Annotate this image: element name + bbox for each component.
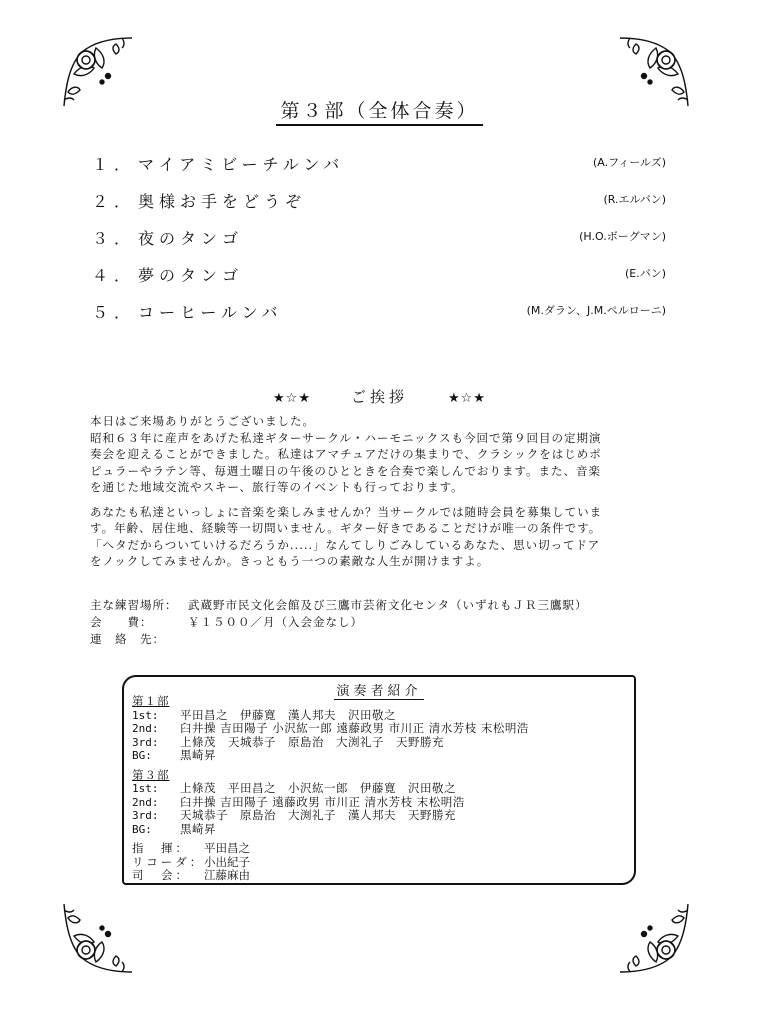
info-row <box>90 597 680 614</box>
part-label: 第１部 <box>132 694 170 708</box>
floral-corner-bottom-right-icon <box>616 900 692 976</box>
program-number: ３． <box>92 229 137 248</box>
program-number: ２． <box>92 192 137 211</box>
stars-left-icon: ★☆★ <box>273 391 311 406</box>
member-names: 臼井操 吉田陽子 遠藤政男 市川正 清水芳枝 末松明浩 <box>180 794 465 809</box>
member-row <box>132 809 529 823</box>
program-item <box>92 300 672 337</box>
info-row <box>90 614 680 631</box>
staff-name: 小出紀子 <box>204 854 250 869</box>
member-role: 1st: <box>132 708 159 722</box>
program-item <box>92 226 672 263</box>
program-composer: (E.バン) <box>624 267 666 280</box>
greeting-line: す。年齢、居住地、経験等一切問いません。ギター好きであることだけが唯一の条件です。 <box>90 521 602 535</box>
program-item <box>92 189 672 226</box>
member-role: 3rd: <box>132 809 159 822</box>
greeting-line: ピュラーやラテン等、毎週土曜日の午後のひとときを合奏で楽しんでおります。また、音楽 <box>90 463 601 478</box>
members-title-text: 演奏者紹介 <box>336 684 422 699</box>
member-row <box>132 749 529 763</box>
program-number: １． <box>92 155 137 174</box>
program-item <box>92 263 672 300</box>
member-role: 1st: <box>132 782 159 795</box>
member-role: 3rd: <box>132 735 159 749</box>
info-value: 武蔵野市民文化会館及び三鷹市芸術文化センタ（いずれもＪＲ三鷹駅） <box>188 598 588 612</box>
member-names: 上條茂 天城恭子 原島治 大渕礼子 天野勝充 <box>180 734 444 749</box>
section-title-text: 第３部（全体合奏） <box>276 100 482 126</box>
greeting-paragraph <box>90 413 680 496</box>
greeting-body <box>90 413 680 578</box>
greeting-line: をノックしてみませんか。きっともう一つの素敵な人生が開けますよ。 <box>90 554 490 568</box>
member-row <box>132 709 529 723</box>
program-title: 奥様お手をどうぞ <box>138 192 307 211</box>
section-title <box>0 96 759 123</box>
member-role: BG: <box>132 822 152 836</box>
part-block <box>132 769 529 837</box>
greeting-line: 本日はご来場ありがとうございました。 <box>90 414 315 428</box>
part-label: 第３部 <box>132 767 170 782</box>
greeting-line: 「ヘタだからついていけるだろうか.....」なんてしりごみしているあなた、思い切ってドア <box>90 537 601 552</box>
member-row <box>132 782 529 796</box>
info-label: 会 費： <box>90 615 153 629</box>
member-names: 平田昌之 伊藤寛 漢人邦夫 沢田敬之 <box>180 707 396 722</box>
staff-name: 平田昌之 <box>204 841 250 855</box>
member-row <box>132 722 529 736</box>
member-names: 臼井操 吉田陽子 小沢紘一郎 遠藤政男 市川正 清水芳枝 末松明浩 <box>180 721 529 735</box>
program-title: 夢のタンゴ <box>138 266 244 285</box>
program-title: コーヒールンバ <box>138 303 283 322</box>
staff-row <box>132 856 529 870</box>
program-title: 夜のタンゴ <box>138 229 244 248</box>
staff-row <box>132 869 529 883</box>
info-label: 主な練習場所： <box>90 598 178 612</box>
greeting-line: 昭和６３年に産声をあげた私達ギターサークル・ハーモニックスも今回で第９回目の定期演 <box>90 430 602 445</box>
staff-label: 指 揮： <box>132 841 190 855</box>
staff-label: 司 会： <box>132 868 190 882</box>
floral-corner-bottom-left-icon <box>60 900 136 976</box>
member-names: 上條茂 平田昌之 小沢紘一郎 伊藤寛 沢田敬之 <box>180 781 456 795</box>
info-block <box>90 597 680 648</box>
members-content <box>132 695 529 883</box>
member-role: BG: <box>132 749 152 762</box>
member-names: 黒崎昇 <box>180 748 216 762</box>
member-row <box>132 736 529 750</box>
info-label: 連 絡 先： <box>90 632 165 646</box>
member-row <box>132 796 529 810</box>
member-role: 2nd: <box>132 795 159 809</box>
member-names: 天城恭子 原島治 大渕礼子 漢人邦夫 天野勝充 <box>180 808 456 822</box>
program-composer: (R.エルバン) <box>603 193 666 206</box>
program-list <box>92 152 672 337</box>
program-number: ４． <box>92 266 137 285</box>
staff-name: 江藤麻由 <box>204 868 250 882</box>
staff-row <box>132 842 529 856</box>
greeting-line: を通じた地域交流やスキー、旅行等のイベントも行っております。 <box>90 480 464 494</box>
member-row <box>132 823 529 837</box>
program-number: ５． <box>92 303 137 322</box>
members-box <box>122 675 636 885</box>
greeting-heading <box>0 386 759 407</box>
greeting-line: 奏会を迎えることができました。私達はアマチュアだけの集まりで、クラシックをはじめポ <box>90 447 602 461</box>
greeting-paragraph <box>90 504 680 570</box>
program-item <box>92 152 672 189</box>
program-composer: (M.ダラン、J.M.ペルローニ) <box>526 304 666 317</box>
member-names: 黒崎昇 <box>180 821 216 836</box>
info-row <box>90 631 680 648</box>
part-block <box>132 695 529 763</box>
staff-label: リコーダ： <box>132 854 205 869</box>
greeting-heading-text: ご挨拶 <box>350 388 408 406</box>
program-composer: (H.O.ボーグマン) <box>579 230 666 243</box>
stars-right-icon: ★☆★ <box>448 391 486 406</box>
greeting-line: あなたも私達といっしょに音楽を楽しみませんか？当サークルでは随時会員を募集していま <box>90 504 603 519</box>
member-role: 2nd: <box>132 722 159 735</box>
program-title: マイアミビーチルンバ <box>138 155 345 174</box>
program-composer: (A.フィールズ) <box>593 156 666 169</box>
info-value: ￥１５００／月（入会金なし） <box>188 615 363 629</box>
